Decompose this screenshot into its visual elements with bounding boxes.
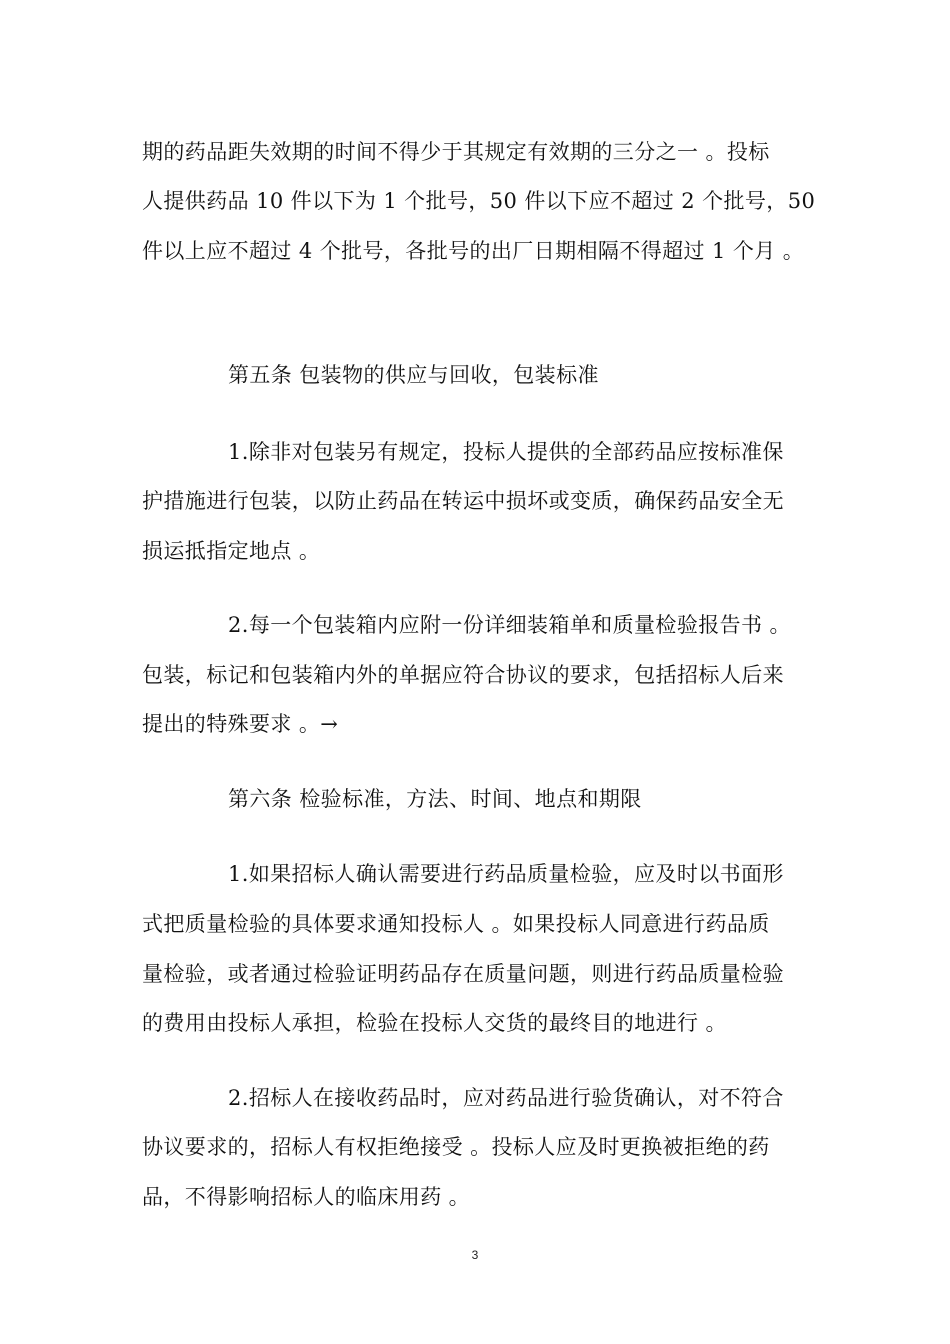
text-line: 提出的特殊要求 。→ <box>142 712 339 736</box>
text-line: 2.招标人在接收药品时，应对药品进行验货确认，对不符合 <box>228 1086 784 1110</box>
text-line: 件以上应不超过 4 个批号，各批号的出厂日期相隔不得超过 1 个月 。 <box>142 239 805 263</box>
text-line: 协议要求的，招标人有权拒绝接受 。投标人应及时更换被拒绝的药 <box>142 1135 770 1159</box>
section-heading: 第六条 检验标准，方法、时间、地点和期限 <box>228 787 642 811</box>
text-line: 式把质量检验的具体要求通知投标人 。如果投标人同意进行药品质 <box>142 912 770 936</box>
text-line: 量检验，或者通过检验证明药品存在质量问题，则进行药品质量检验 <box>142 962 784 986</box>
text-line: 护措施进行包装，以防止药品在转运中损坏或变质，确保药品安全无 <box>142 489 784 513</box>
text-line: 1.除非对包装另有规定，投标人提供的全部药品应按标准保 <box>228 440 784 464</box>
section-heading: 第五条 包装物的供应与回收，包装标准 <box>228 363 599 387</box>
text-line: 期的药品距失效期的时间不得少于其规定有效期的三分之一 。投标 <box>142 140 770 164</box>
text-line: 1.如果招标人确认需要进行药品质量检验，应及时以书面形 <box>228 862 784 886</box>
text-line: 2.每一个包装箱内应附一份详细装箱单和质量检验报告书 。 <box>228 613 791 637</box>
text-line: 品，不得影响招标人的临床用药 。 <box>142 1185 471 1209</box>
text-line: 包装，标记和包装箱内外的单据应符合协议的要求，包括招标人后来 <box>142 663 784 687</box>
text-line: 损运抵指定地点 。 <box>142 539 321 563</box>
text-line: 的费用由投标人承担，检验在投标人交货的最终目的地进行 。 <box>142 1011 727 1035</box>
page-number: 3 <box>471 1248 479 1262</box>
text-line: 人提供药品 10 件以下为 1 个批号，50 件以下应不超过 2 个批号，50 <box>142 189 816 213</box>
